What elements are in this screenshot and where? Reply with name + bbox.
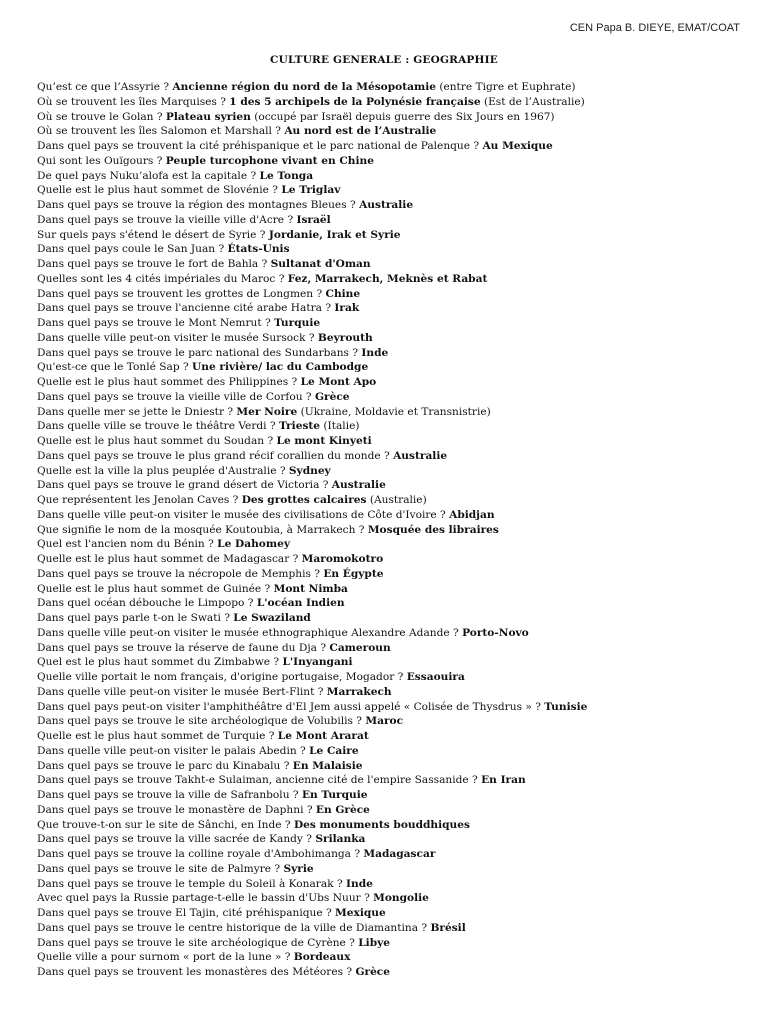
qa-item <box>37 714 747 729</box>
qa-item <box>37 287 747 302</box>
answer-text: Inde <box>346 877 373 890</box>
question-text: Dans quelle ville peut-on visiter le musée Sursock ? <box>37 331 318 344</box>
answer-text: Le Mont Ararat <box>277 730 369 742</box>
answer-text: Inde <box>361 346 389 359</box>
answer-text: Sultanat d'Oman <box>270 258 371 270</box>
qa-item <box>37 670 747 685</box>
answer-text: Mont Nimba <box>273 582 348 595</box>
question-text: Dans quelle ville peut-on visiter le musée ethnographique Alexandre Adande ? <box>37 626 463 639</box>
answer-text: Des monuments bouddhiques <box>293 818 470 831</box>
question-text: Quelle est le plus haut sommet de Turquie ? <box>37 730 278 742</box>
answer-text: Le Dahomey <box>217 538 290 551</box>
question-text: Où se trouvent les îles Salomon et Marshall ? <box>37 125 285 138</box>
answer-text: Le Triglav <box>281 184 341 197</box>
answer-text: Au nord est de l’Australie <box>284 125 437 138</box>
qa-item <box>37 832 747 847</box>
question-text: Dans quel pays se trouve le Mont Nemrut ? <box>37 317 275 329</box>
question-text: Que signifie le nom de la mosquée Koutoubia, à Marrakech ? <box>37 523 368 536</box>
answer-text: Mongolie <box>373 892 429 905</box>
answer-text: L'Inyangani <box>282 656 353 669</box>
qa-item <box>37 139 747 154</box>
question-text: Dans quel pays se trouve le monastère de Daphni ? <box>37 803 316 816</box>
question-text: Dans quel pays se trouve le parc du Kinabalu ? <box>37 759 293 772</box>
question-text: Dans quel pays se trouve le centre historique de la ville de Diamantina ? <box>37 921 431 934</box>
qa-item <box>37 154 747 169</box>
answer-text: Maroc <box>365 715 404 728</box>
answer-text: Madagascar <box>363 848 436 860</box>
qa-item <box>37 523 747 538</box>
answer-text: 1 des 5 archipels de la Polynésie française <box>229 95 481 108</box>
answer-text: Une rivière/ lac du Cambodge <box>192 361 369 374</box>
qa-item <box>37 921 747 936</box>
qa-item <box>37 449 747 464</box>
answer-text: Le Caire <box>309 744 359 757</box>
answer-text: Le mont Kinyeti <box>276 435 372 447</box>
qa-item <box>37 242 747 257</box>
answer-text: Beyrouth <box>317 331 373 344</box>
answer-text: Syrie <box>283 862 314 875</box>
qa-item <box>37 537 747 552</box>
answer-text: Srilanka <box>315 833 366 846</box>
qa-item <box>37 375 747 390</box>
question-text: Dans quel pays se trouve le parc national des Sundarbans ? <box>37 346 362 359</box>
answer-text: Maromokotro <box>301 553 384 565</box>
question-text: Dans quelle ville peut-on visiter le musée des civilisations de Côte d'Ivoire ? <box>37 508 450 521</box>
answer-text: Grèce <box>314 390 350 403</box>
answer-text: Australie <box>393 449 448 462</box>
question-text: Dans quel pays se trouve le plus grand récif corallien du monde ? <box>37 449 394 462</box>
qa-item <box>37 301 747 316</box>
question-text: Quelle ville a pour surnom « port de la lune » ? <box>37 951 294 964</box>
answer-text: Bordeaux <box>293 951 351 964</box>
qa-item <box>37 272 747 287</box>
answer-text: Plateau syrien <box>165 110 251 123</box>
question-text: Quelle est le plus haut sommet du Soudan ? <box>37 435 277 447</box>
question-text: Dans quel pays se trouve la vieille ville de Corfou ? <box>37 390 315 403</box>
answer-text: États-Unis <box>227 243 290 256</box>
answer-text: Chine <box>325 287 361 300</box>
qa-item <box>37 950 747 965</box>
qa-item <box>37 316 747 331</box>
qa-item <box>37 346 747 361</box>
qa-item <box>37 788 747 803</box>
qa-item <box>37 567 747 582</box>
question-text: Qui sont les Ouïgours ? <box>37 154 166 167</box>
qa-item <box>37 773 747 788</box>
qa-item <box>37 936 747 951</box>
question-text: Que trouve-t-on sur le site de Sânchi, en Inde ? <box>37 818 294 831</box>
answer-text: Mexique <box>335 907 386 919</box>
qa-item <box>37 818 747 833</box>
qa-item <box>37 906 747 921</box>
qa-item <box>37 759 747 774</box>
qa-item <box>37 626 747 641</box>
answer-text: Tunisie <box>544 700 588 713</box>
question-text: Dans quel pays se trouve le temple du Soleil à Konarak ? <box>37 877 347 890</box>
question-text: Quelle est la ville la plus peuplée d'Australie ? <box>37 464 289 477</box>
qa-item <box>37 213 747 228</box>
qa-item <box>37 80 747 95</box>
answer-text: Peuple turcophone vivant en Chine <box>165 154 374 167</box>
question-text: Dans quel pays peut-on visiter l'amphithéâtre d'El Jem aussi appelé « Colisée de Thysdrus » ? <box>37 700 545 713</box>
question-text: Dans quel pays se trouve la colline royale d'Ambohimanga ? <box>37 848 364 860</box>
answer-note: (entre Tigre et Euphrate) <box>435 81 576 93</box>
answer-text: Sydney <box>288 464 331 477</box>
question-text: Que représentent les Jenolan Caves ? <box>37 494 242 506</box>
qa-item <box>37 478 747 493</box>
answer-text: Le Mont Apo <box>300 376 377 388</box>
question-text: Avec quel pays la Russie partage-t-elle le bassin d'Ubs Nuur ? <box>37 892 374 905</box>
question-text: Dans quel pays coule le San Juan ? <box>37 243 228 256</box>
question-text: Dans quel pays se trouve la ville sacrée de Kandy ? <box>37 833 316 846</box>
answer-text: En Grèce <box>315 803 370 816</box>
page-title: CULTURE GENERALE : GEOGRAPHIE <box>270 54 498 66</box>
question-text: Où se trouvent les îles Marquises ? <box>37 95 230 108</box>
qa-item <box>37 877 747 892</box>
qa-item <box>37 390 747 405</box>
question-text: Dans quelle ville peut-on visiter le palais Abedin ? <box>37 744 310 757</box>
answer-note: (Italie) <box>320 420 360 433</box>
answer-text: Le Swaziland <box>233 612 311 624</box>
answer-text: Mer Noire <box>236 405 298 418</box>
answer-text: Essaouira <box>406 671 465 683</box>
answer-text: Mosquée des libraires <box>367 523 499 536</box>
question-text: Quelle est le plus haut sommet des Philippines ? <box>37 376 301 388</box>
qa-item <box>37 847 747 862</box>
question-text: Dans quel pays se trouve El Tajin, cité préhispanique ? <box>37 907 336 919</box>
question-text: Dans quel pays se trouve le fort de Bahla ? <box>37 258 271 270</box>
question-text: Quelle est le plus haut sommet de Madagascar ? <box>37 553 302 565</box>
question-text: Dans quel pays se trouve la ville de Safranbolu ? <box>37 789 302 801</box>
qa-item <box>37 655 747 670</box>
answer-text: Australie <box>359 199 414 211</box>
answer-text: Turquie <box>274 317 321 329</box>
qa-item <box>37 552 747 567</box>
qa-item <box>37 169 747 184</box>
qa-item <box>37 95 747 110</box>
answer-text: Australie <box>331 479 386 492</box>
answer-text: Israël <box>296 213 331 226</box>
question-text: Où se trouve le Golan ? <box>37 110 166 123</box>
answer-note: (Australie) <box>366 494 427 506</box>
answer-note: (Ukraine, Moldavie et Transnistrie) <box>297 405 491 418</box>
question-text: Dans quel pays se trouvent la cité préhispanique et le parc national de Palenque ? <box>37 140 483 152</box>
question-text: Quelles sont les 4 cités impériales du Maroc ? <box>37 272 288 285</box>
qa-item <box>37 464 747 479</box>
answer-text: En Malaisie <box>292 759 363 772</box>
qa-item <box>37 434 747 449</box>
question-text: Dans quel pays se trouve la réserve de faune du Dja ? <box>37 641 330 654</box>
question-text: Dans quel pays se trouve Takht-e Sulaiman, ancienne cité de l'empire Sassanide ? <box>37 774 482 787</box>
question-text: Dans quel pays se trouve l'ancienne cité arabe Hatra ? <box>37 302 335 315</box>
qa-item <box>37 803 747 818</box>
qa-item <box>37 257 747 272</box>
qa-item <box>37 700 747 715</box>
qa-list <box>37 80 747 980</box>
author-header: CEN Papa B. DIEYE, EMAT/COAT <box>569 22 740 34</box>
answer-text: Ancienne région du nord de la Mésopotamie <box>172 81 436 93</box>
answer-text: Cameroun <box>329 641 391 654</box>
question-text: Quelle est le plus haut sommet de Slovénie ? <box>37 184 282 197</box>
qa-item <box>37 360 747 375</box>
qa-item <box>37 110 747 125</box>
answer-text: En Turquie <box>301 789 368 801</box>
qa-item <box>37 183 747 198</box>
question-text: Quel est le plus haut sommet du Zimbabwe ? <box>37 656 283 669</box>
qa-item <box>37 228 747 243</box>
answer-text: Grèce <box>355 966 390 978</box>
answer-text: En Égypte <box>323 567 384 580</box>
question-text: Dans quel océan débouche le Limpopo ? <box>37 597 257 610</box>
qa-item <box>37 965 747 980</box>
question-text: Quelle est le plus haut sommet de Guinée ? <box>37 582 274 595</box>
question-text: Sur quels pays s'étend le désert de Syrie ? <box>37 228 269 241</box>
answer-note: (Est de l’Australie) <box>480 95 585 108</box>
answer-text: Irak <box>334 302 360 315</box>
qa-item <box>37 124 747 139</box>
qa-item <box>37 744 747 759</box>
qa-item <box>37 891 747 906</box>
answer-text: En Iran <box>481 774 526 787</box>
answer-text: Porto-Novo <box>462 626 529 639</box>
question-text: Dans quel pays se trouve le site archéologique de Volubilis ? <box>37 715 366 728</box>
question-text: Dans quel pays se trouve le grand désert de Victoria ? <box>37 479 332 492</box>
question-text: Dans quel pays se trouvent les grottes de Longmen ? <box>37 287 326 300</box>
qa-item <box>37 493 747 508</box>
qa-item <box>37 729 747 744</box>
answer-note: (occupé par Israël depuis guerre des Six Jours en 1967) <box>250 110 555 123</box>
question-text: Dans quel pays se trouve le site archéologique de Cyrène ? <box>37 936 359 949</box>
answer-text: Le Tonga <box>259 169 314 182</box>
qa-item <box>37 331 747 346</box>
qa-item <box>37 508 747 523</box>
question-text: Quelle ville portait le nom français, d'origine portugaise, Mogador ? <box>37 671 407 683</box>
qa-item <box>37 419 747 434</box>
qa-item <box>37 685 747 700</box>
answer-text: Trieste <box>278 420 321 433</box>
question-text: Dans quelle ville peut-on visiter le musée Bert-Flint ? <box>37 685 327 698</box>
question-text: Dans quelle mer se jette le Dniestr ? <box>37 405 237 418</box>
answer-text: Des grottes calcaires <box>241 494 367 506</box>
answer-text: Jordanie, Irak et Syrie <box>268 228 401 241</box>
question-text: Dans quel pays se trouve le site de Palmyre ? <box>37 862 284 875</box>
qa-item <box>37 405 747 420</box>
qa-item <box>37 198 747 213</box>
answer-text: Abidjan <box>449 508 495 521</box>
qa-item <box>37 582 747 597</box>
answer-text: Marrakech <box>326 685 392 698</box>
question-text: Dans quel pays se trouvent les monastères des Météores ? <box>37 966 356 978</box>
question-text: Dans quelle ville se trouve le théâtre Verdi ? <box>37 420 279 433</box>
question-text: Dans quel pays se trouve la région des montagnes Bleues ? <box>37 199 360 211</box>
question-text: Qu'est-ce que le Tonlé Sap ? <box>37 361 193 374</box>
qa-item <box>37 641 747 656</box>
question-text: Dans quel pays se trouve la vieille ville d'Acre ? <box>37 213 297 226</box>
qa-item <box>37 611 747 626</box>
answer-text: Brésil <box>430 921 466 934</box>
question-text: De quel pays Nuku’alofa est la capitale ? <box>37 169 260 182</box>
question-text: Dans quel pays parle t-on le Swati ? <box>37 612 234 624</box>
question-text: Qu’est ce que l’Assyrie ? <box>37 81 173 93</box>
qa-item <box>37 596 747 611</box>
question-text: Dans quel pays se trouve la nécropole de Memphis ? <box>37 567 324 580</box>
question-text: Quel est l'ancien nom du Bénin ? <box>37 538 218 551</box>
answer-text: Fez, Marrakech, Meknès et Rabat <box>287 272 488 285</box>
answer-text: Au Mexique <box>482 140 553 152</box>
answer-text: Libye <box>358 936 391 949</box>
answer-text: L'océan Indien <box>256 597 345 610</box>
qa-item <box>37 862 747 877</box>
